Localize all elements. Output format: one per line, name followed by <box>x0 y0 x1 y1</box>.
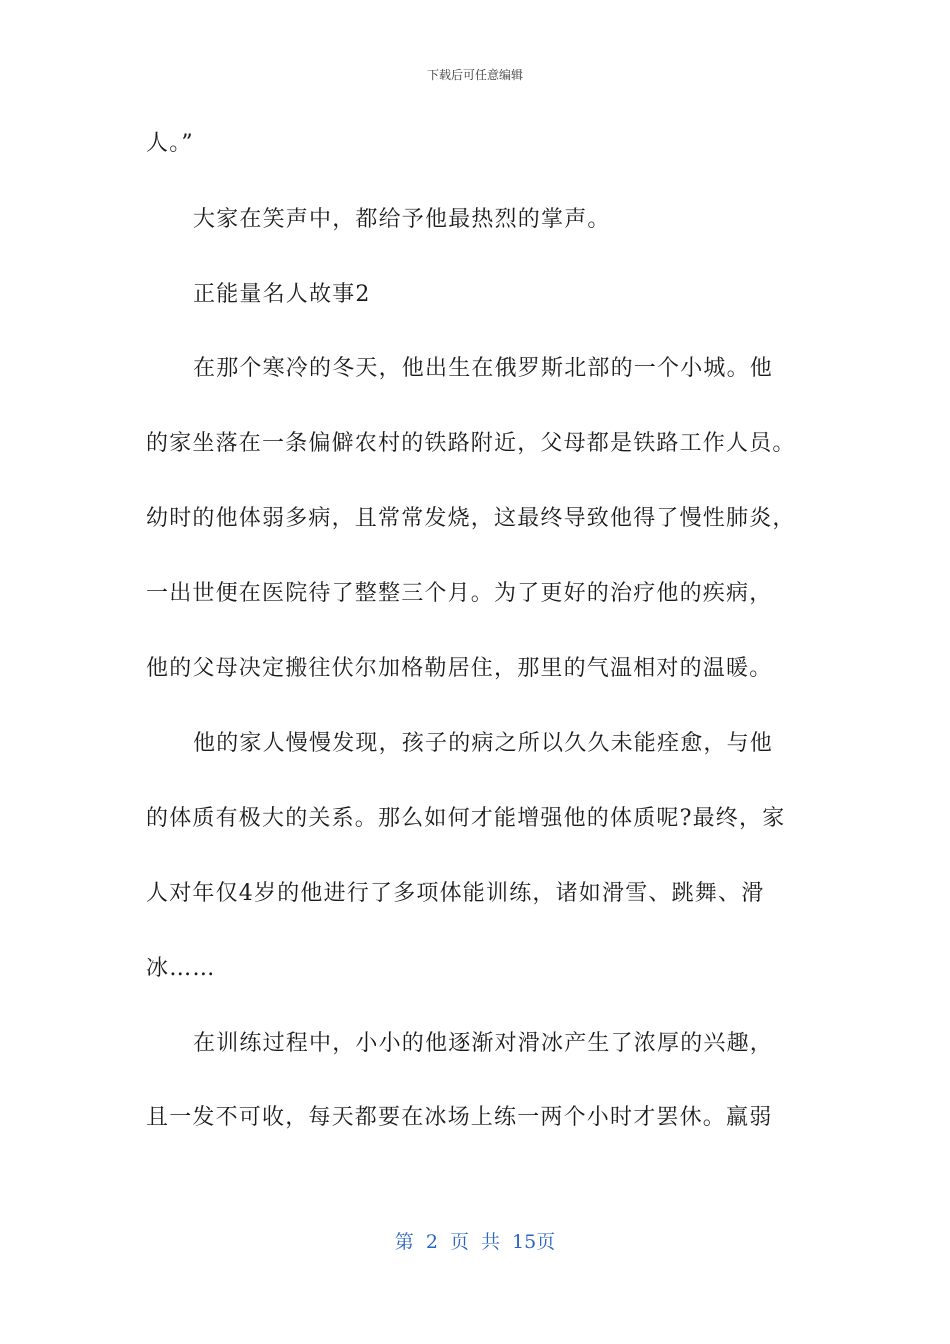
text-line: 且一发不可收，每天都要在冰场上练一两个小时才罢休。羸弱 <box>146 1105 773 1130</box>
text-line: 一出世便在医院待了整整三个月。为了更好的治疗他的疾病， <box>146 581 773 606</box>
text-line: 他的家人慢慢发现，孩子的病之所以久久未能痊愈，与他 <box>193 731 774 756</box>
text-line: 在训练过程中，小小的他逐渐对滑冰产生了浓厚的兴趣， <box>193 1031 774 1056</box>
text-line: 幼时的他体弱多病，且常常发烧，这最终导致他得了慢性肺炎， <box>146 506 796 531</box>
text-line: 的家坐落在一条偏僻农村的铁路附近，父母都是铁路工作人员。 <box>146 431 796 456</box>
page-number-footer: 第 2 页 共 15页 <box>394 1231 556 1253</box>
text-line: 人对年仅4岁的他进行了多项体能训练，诸如滑雪、跳舞、滑 <box>146 881 765 906</box>
text-line: 冰…… <box>146 956 216 981</box>
text-line: 大家在笑声中，都给予他最热烈的掌声。 <box>193 207 611 232</box>
text-line: 在那个寒冷的冬天，他出生在俄罗斯北部的一个小城。他 <box>193 356 774 381</box>
text-line: 的体质有极大的关系。那么如何才能增强他的体质呢?最终，家 <box>146 806 786 831</box>
text-line: 他的父母决定搬往伏尔加格勒居住，那里的气温相对的温暖。 <box>146 656 773 681</box>
page-header: 下载后可任意编辑 <box>426 68 523 82</box>
text-line: 人。” <box>146 131 194 156</box>
section-title: 正能量名人故事2 <box>193 282 371 307</box>
